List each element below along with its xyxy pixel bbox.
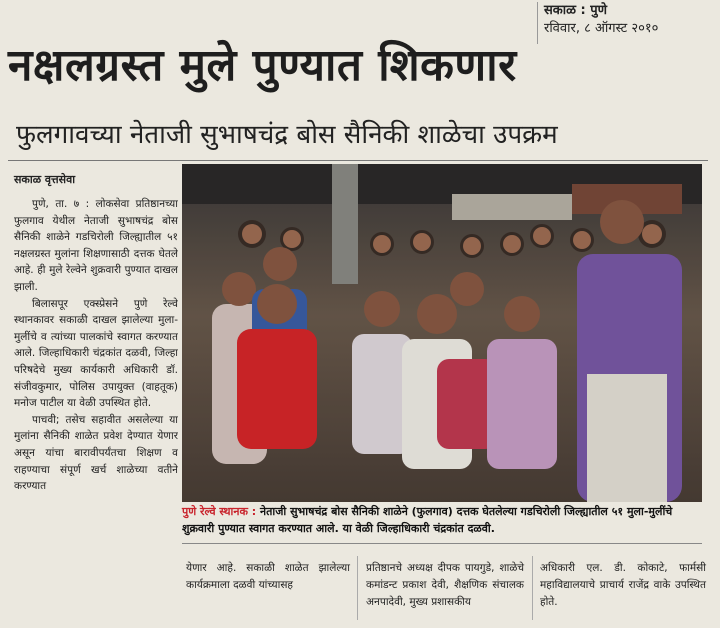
divider — [182, 543, 702, 544]
publication-date: रविवार, ८ ऑगस्ट २०१० — [544, 21, 659, 36]
photo-caption — [182, 503, 702, 537]
subheadline: फुलगावच्या नेताजी सुभाषचंद्र बोस सैनिकी शाळेचा उपक्रम — [16, 120, 558, 150]
column-separator — [357, 556, 358, 620]
paragraph: बिलासपूर एक्स्प्रेसने पुणे रेल्वे स्थानकावर सकाळी दाखल झालेल्या मुला-मुलींचे व त्यांच्या पालकांचे स्वागत करण्यात आले. जिल्हाधिकारी चंद्रकांत दळवी, जिल्हा परिषदेचे मुख्य कार्यकारी अधिकारी डॉ. संजीवकुमार, पोलिस उपायुक्त (वाहतूक) मनोज पाटील या वेळी उपस्थित होते. — [14, 297, 178, 410]
edition-label: सकाळ : पुणे — [544, 3, 608, 18]
column-separator — [532, 556, 533, 620]
paragraph: पुणे, ता. ७ : लोकसेवा प्रतिष्ठानच्या फुलगाव येथील नेताजी सुभाषचंद्र बोस सैनिकी शाळेने गडचिरोली जिल्ह्यातील ५१ नक्षलग्रस्त मुलांना शिक्षणासाठी दत्तक घेतले आहे. ही मुले रेल्वेने शुक्रवारी पुण्यात दाखल झाली. — [14, 198, 178, 293]
article-column-bottom-1: येणार आहे. सकाळी शाळेत झालेल्या कार्यक्रमाला दळवी यांच्यासह — [186, 562, 350, 591]
byline: सकाळ वृत्तसेवा — [14, 173, 76, 186]
caption-location: पुणे रेल्वे स्थानक : — [182, 505, 257, 518]
masthead — [537, 2, 714, 44]
article-column-left — [14, 196, 178, 616]
article-column-bottom-3: अधिकारी एल. डी. कोकाटे, फार्मसी महाविद्यालयाचे प्राचार्य राजेंद्र वाके उपस्थित होते. — [540, 562, 706, 608]
divider — [8, 160, 708, 161]
article-column-bottom-2: प्रतिष्ठानचे अध्यक्ष दीपक पायगुडे, शाळेचे कमांडन्ट प्रकाश देवी, शैक्षणिक संचालक अनपादेवी, मुख्य प्रशासकीय — [366, 562, 524, 608]
news-photo — [182, 164, 702, 502]
headline: नक्षलग्रस्त मुले पुण्यात शिकणार — [8, 40, 517, 91]
paragraph: पाचवी; तसेच सहावीत असलेल्या या मुलांना सैनिकी शाळेत प्रवेश देण्यात येणार असून यांचा बारावीपर्यंतचा शिक्षण व राहण्याचा संपूर्ण खर्च शाळेच्या वतीने करण्यात — [14, 413, 178, 493]
caption-text: नेताजी सुभाषचंद्र बोस सैनिकी शाळेने (फुलगाव) दत्तक घेतलेल्या गडचिरोली जिल्ह्यातील ५१ मुला-मुलींचे शुक्रवारी पुण्यात स्वागत करण्यात आले. या वेळी जिल्हाधिकारी चंद्रकांत दळवी. — [182, 505, 673, 535]
